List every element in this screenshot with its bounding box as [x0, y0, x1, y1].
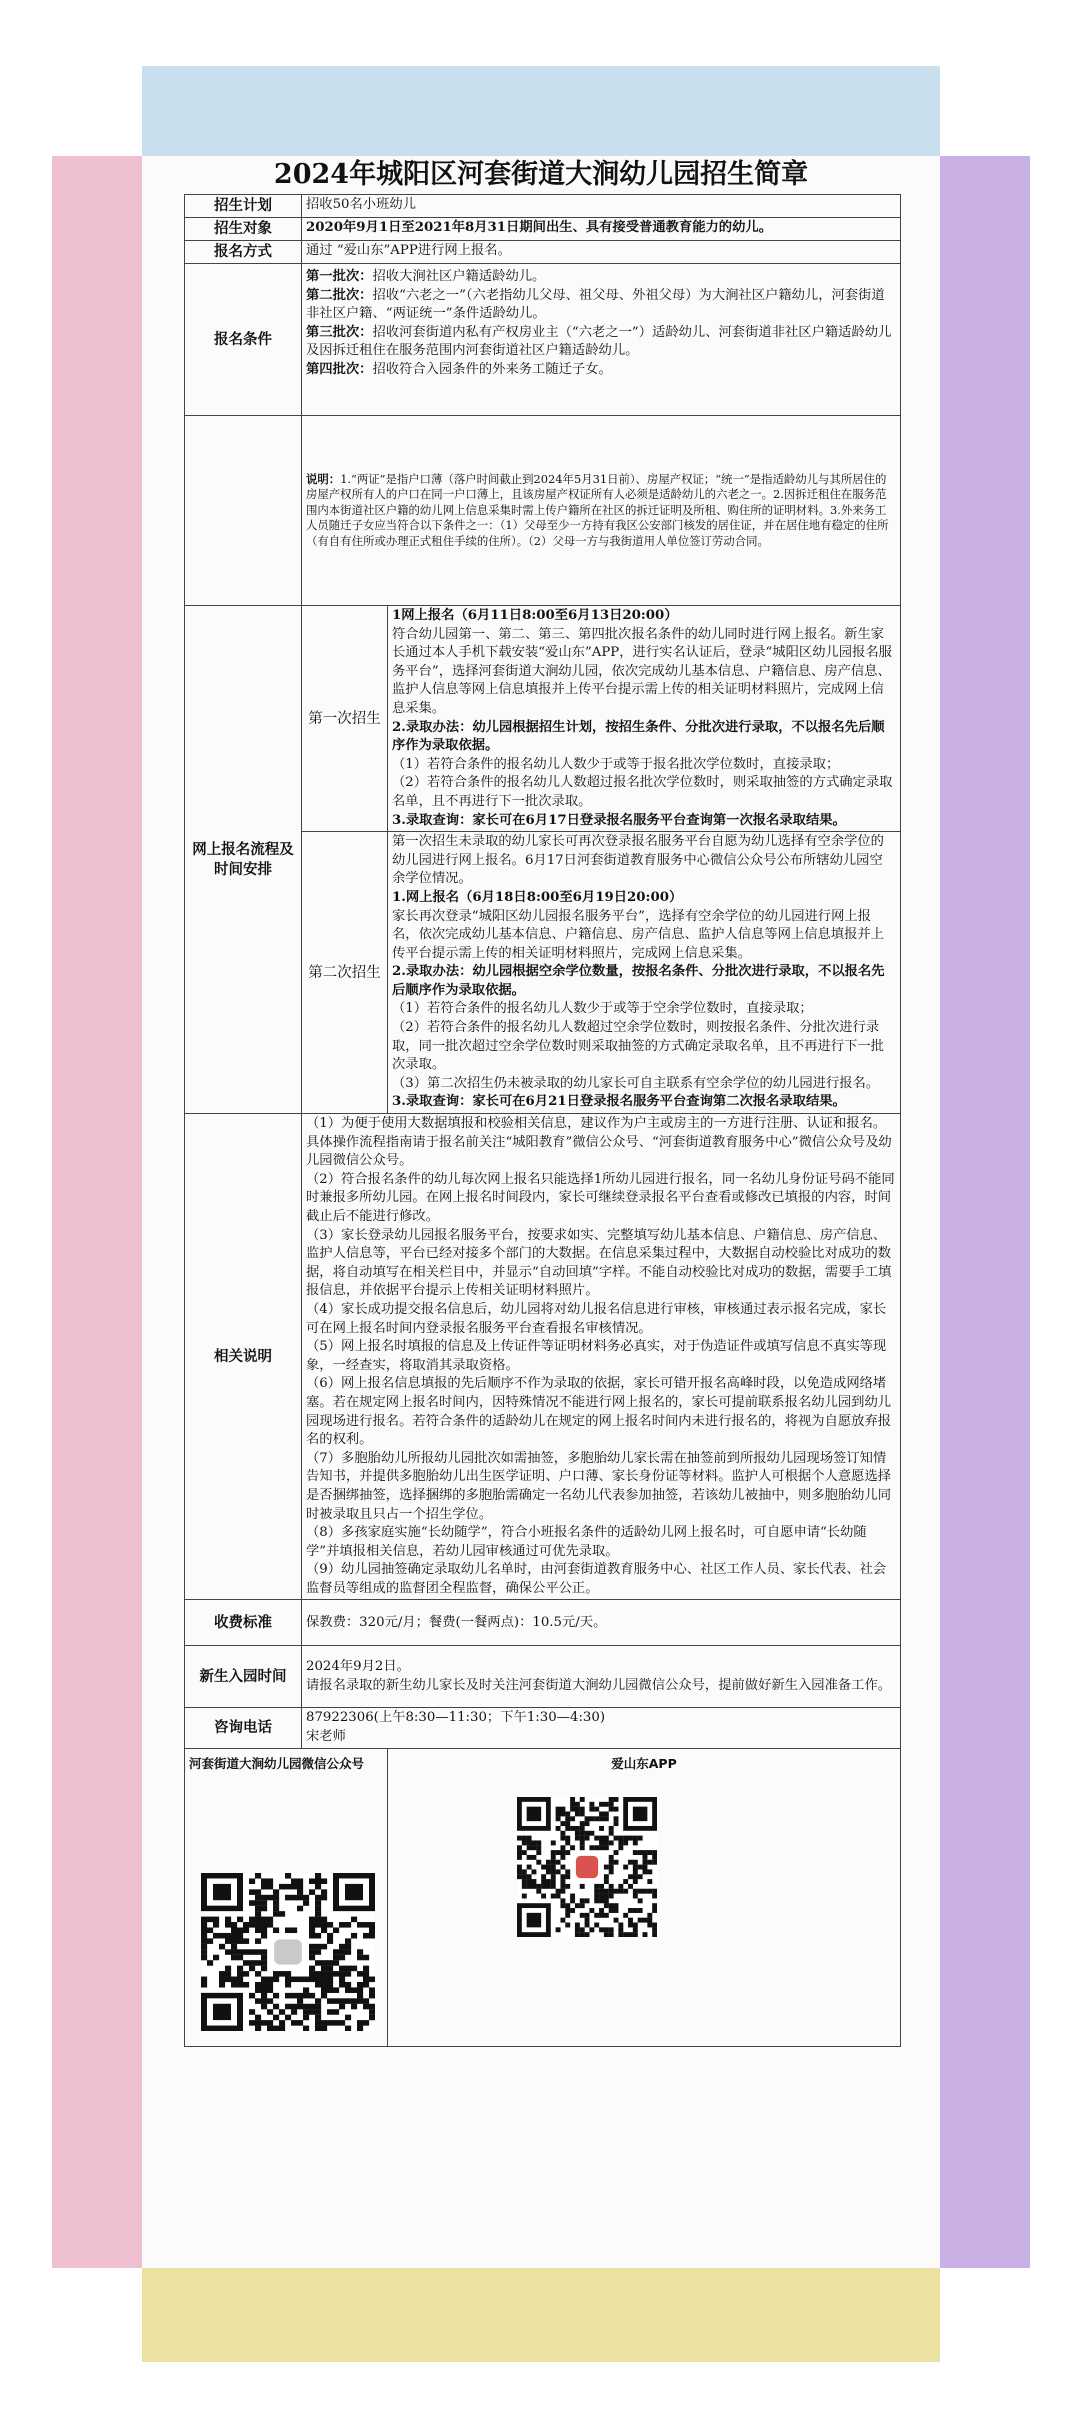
decor-band-left	[52, 156, 142, 2268]
conditions-note-spacer	[185, 416, 302, 606]
fees-value: 保教费：320元/月；餐费(一餐两点)：10.5元/天。	[302, 1600, 901, 1646]
notes-label: 相关说明	[185, 1114, 302, 1600]
second-round-label: 第二次招生	[302, 832, 388, 1114]
decor-band-top	[142, 66, 940, 156]
qr-code-aishandong	[517, 1797, 657, 1937]
qr-right-title: 爱山东APP	[611, 1755, 677, 1771]
method-label: 报名方式	[185, 241, 302, 264]
notice-table	[184, 194, 901, 2047]
second-round-admission-b: （2）若符合条件的报名幼儿人数超过空余学位数时，则按报名条件、分批次进行录取，同一批次超过空余学位数时则采取抽签的方式确定录取名单，且不再进行下一批次录取。	[392, 1020, 884, 1073]
second-round-signup-title: 1.网上报名（6月18日8:00至6月19日20:00）	[392, 889, 683, 905]
row-conditions-note	[185, 416, 901, 606]
first-round-content	[388, 606, 901, 832]
target-label: 招生对象	[185, 218, 302, 241]
contact-value	[302, 1708, 901, 1748]
page-title: 2024年城阳区河套街道大涧幼儿园招生简章	[273, 159, 809, 190]
second-round-admission-rule: 2.录取办法：幼儿园根据空余学位数量，按报名条件、分批次进行录取，不以报名先后顺序作为录取依据。	[392, 964, 885, 998]
qr-code-wechat	[201, 1873, 375, 2031]
first-round-admission-b: （2）若符合条件的报名幼儿人数超过报名批次学位数时，则采取抽签的方式确定录取名单，且不再进行下一批次录取。	[392, 775, 893, 809]
qr-right-cell	[388, 1748, 901, 2046]
note-item: （7）多胞胎幼儿所报幼儿园批次如需抽签，多胞胎幼儿家长需在抽签前到所报幼儿园现场签订知情告知书，并提供多胞胎幼儿出生医学证明、户口薄、家长身份证等材料。监护人可根据个人意愿选择是否捆绑抽签，选择捆绑的多胞胎需确定一名幼儿代表参加抽签，若该幼儿被抽中，则多胞胎幼儿同时被录取且只占一个招生学位。	[306, 1450, 892, 1522]
note-item: （8）多孩家庭实施“长幼随学”，符合小班报名条件的适龄幼儿网上报名时，可自愿申请“长幼随学”并填报相关信息，若幼儿园审核通过可优先录取。	[306, 1525, 867, 1559]
enroll-date: 2024年9月2日。	[306, 1659, 410, 1675]
first-round-signup-text: 符合幼儿园第一、第二、第三、第四批次报名条件的幼儿同时进行网上报名。新生家长通过本人手机下载安装“爱山东”APP，进行实名认证后，登录“城阳区幼儿园报名服务平台”，选择河套街道大涧幼儿园，依次完成幼儿基本信息、户籍信息、房产信息、监护人信息等网上信息填报并上传平台提示需上传的相关证明材料照片，完成网上信息采集。	[392, 626, 892, 716]
row-conditions	[185, 264, 901, 416]
first-round-label: 第一次招生	[302, 606, 388, 832]
condition-batch-1: 第一批次：招收大涧社区户籍适龄幼儿。	[306, 269, 546, 284]
enroll-label: 新生入园时间	[185, 1646, 302, 1708]
note-item: （3）家长登录幼儿园报名服务平台，按要求如实、完整填写幼儿基本信息、户籍信息、房产信息、监护人信息等，平台已经对接多个部门的大数据。在信息采集过程中，大数据自动校验比对成功的数据，将自动填写在相关栏目中，并显示“自动回填”字样。不能自动校验比对成功的数据，需要手工填报信息，并依据平台提示上传相关证明材料照片。	[306, 1227, 892, 1299]
plan-label: 招生计划	[185, 195, 302, 218]
row-notes	[185, 1114, 901, 1600]
row-fees	[185, 1600, 901, 1646]
fees-label: 收费标准	[185, 1600, 302, 1646]
condition-batch-3: 第三批次：招收河套街道内私有产权房业主（“六老之一”）适龄幼儿、河套街道非社区户籍适龄幼儿及因拆迁租住在服务范围内河套街道社区户籍适龄幼儿。	[306, 324, 892, 359]
contact-label: 咨询电话	[185, 1708, 302, 1748]
conditions-label: 报名条件	[185, 264, 302, 416]
method-value: 通过 “爱山东”APP进行网上报名。	[302, 241, 901, 264]
note-item: （4）家长成功提交报名信息后，幼儿园将对幼儿报名信息进行审核，审核通过表示报名完成，家长可在网上报名时间内登录报名服务平台查看报名审核情况。	[306, 1301, 887, 1336]
second-round-content	[388, 832, 901, 1114]
note-item: （6）网上报名信息填报的先后顺序不作为录取的依据，家长可错开报名高峰时段，以免造成网络堵塞。若在规定网上报名时间内，因特殊情况不能进行网上报名的，家长可提前联系报名幼儿园到幼儿园现场进行报名。若符合条件的适龄幼儿在规定的网上报名时间内未进行报名的，将视为自愿放弃报名的权利。	[306, 1376, 892, 1448]
row-target	[185, 218, 901, 241]
decor-band-bottom	[142, 2268, 940, 2362]
condition-batch-2: 第二批次：招收“六老之一”（六老指幼儿父母、祖父母、外祖父母）为大涧社区户籍幼儿，河套街道非社区户籍、“两证统一”条件适龄幼儿。	[306, 287, 885, 322]
row-qr-codes	[185, 1748, 901, 2046]
notes-list	[302, 1114, 901, 1600]
second-round-signup-text: 家长再次登录“城阳区幼儿园报名服务平台”，选择有空余学位的幼儿园进行网上报名，依次完成幼儿基本信息、户籍信息、房产信息、监护人信息等网上信息填报并上传平台提示需上传的相关证明材料照片，完成网上信息采集。	[392, 908, 884, 961]
first-round-signup-title: 1网上报名（6月11日8:00至6月13日20:00）	[392, 608, 678, 623]
row-contact	[185, 1708, 901, 1748]
contact-phone: 87922306(上午8:30—11:30；下午1:30—4:30)	[306, 1710, 606, 1726]
plan-value: 招收50名小班幼儿	[302, 195, 901, 218]
first-round-admission-a: （1）若符合条件的报名幼儿人数少于或等于报名批次学位数时，直接录取；	[392, 756, 840, 772]
row-process-first	[185, 606, 901, 832]
second-round-admission-c: （3）第二次招生仍未被录取的幼儿家长可自主联系有空余学位的幼儿园进行报名。	[392, 1075, 880, 1091]
second-round-intro: 第一次招生未录取的幼儿家长可再次登录报名服务平台自愿为幼儿选择有空余学位的幼儿园进行网上报名。6月17日河套街道教育服务中心微信公众号公布所辖幼儿园空余学位情况。	[392, 834, 884, 887]
row-method	[185, 241, 901, 264]
process-label: 网上报名流程及时间安排	[185, 606, 302, 1114]
second-round-admission-a: （1）若符合条件的报名幼儿人数少于或等于空余学位数时，直接录取；	[392, 1001, 813, 1017]
conditions-list	[302, 264, 901, 416]
note-item: （9）幼儿园抽签确定录取幼儿名单时，由河套街道教育服务中心、社区工作人员、家长代表、社会监督员等组成的监督团全程监督，确保公平公正。	[306, 1562, 887, 1596]
qr-left-cell	[185, 1748, 388, 2046]
contact-person: 宋老师	[306, 1729, 346, 1745]
first-round-admission-rule: 2.录取办法：幼儿园根据招生计划，按招生条件、分批次进行录取，不以报名先后顺序作为录取依据。	[392, 719, 885, 754]
row-plan	[185, 195, 901, 218]
second-round-query: 3.录取查询：家长可在6月21日登录报名服务平台查询第二次报名录取结果。	[392, 1094, 846, 1110]
note-item: （5）网上报名时填报的信息及上传证件等证明材料务必真实，对于伪造证件或填写信息不真实等现象，一经查实，将取消其录取资格。	[306, 1339, 887, 1373]
note-item: （2）符合报名条件的幼儿每次网上报名只能选择1所幼儿园进行报名，同一名幼儿身份证号码不能同时兼报多所幼儿园。在网上报名时间段内，家长可继续登录报名平台查看或修改已填报的内容，时间截止后不能进行修改。	[306, 1171, 895, 1224]
row-enroll	[185, 1646, 901, 1708]
decor-band-right	[940, 156, 1030, 2268]
enroll-text: 请报名录取的新生幼儿家长及时关注河套街道大涧幼儿园微信公众号，提前做好新生入园准备工作。	[306, 1677, 892, 1693]
first-round-query: 3.录取查询：家长可在6月17日登录报名服务平台查询第一次报名录取结果。	[392, 812, 846, 828]
qr-left-title: 河套街道大涧幼儿园微信公众号	[189, 1755, 365, 1771]
note-item: （1）为便于使用大数据填报和校验相关信息，建议作为户主或房主的一方进行注册、认证和报名。具体操作流程指南请于报名前关注“城阳教育”微信公众号、“河套街道教育服务中心”微信公众号及幼儿园微信公众号。	[306, 1116, 892, 1169]
condition-batch-4: 第四批次：招收符合入园条件的外来务工随迁子女。	[306, 361, 612, 377]
conditions-note: 说明：1.“两证”是指户口薄（落户时间截止到2024年5月31日前）、房屋产权证；“统一”是指适龄幼儿与其所居住的房屋产权所有人的户口在同一户口薄上，且该房屋产权证所有人必须是适龄幼儿的六老之一。2.因拆迁租住在服务范围内本街道社区户籍的幼儿网上信息采集时需上传户籍所在社区的拆迁证明及所租、购住所的证明材料。3.外来务工人员随迁子女应当符合以下条件之一：（1）父母至少一方持有我区公安部门核发的居住证，并在居住地有稳定的住所（有自有住所或办理正式租住手续的住所）。（2）父母一方与我街道用人单位签订劳动合同。	[302, 416, 901, 606]
target-value: 2020年9月1日至2021年8月31日期间出生、具有接受普通教育能力的幼儿。	[302, 218, 901, 241]
enrollment-notice	[142, 156, 940, 2268]
enroll-value	[302, 1646, 901, 1708]
